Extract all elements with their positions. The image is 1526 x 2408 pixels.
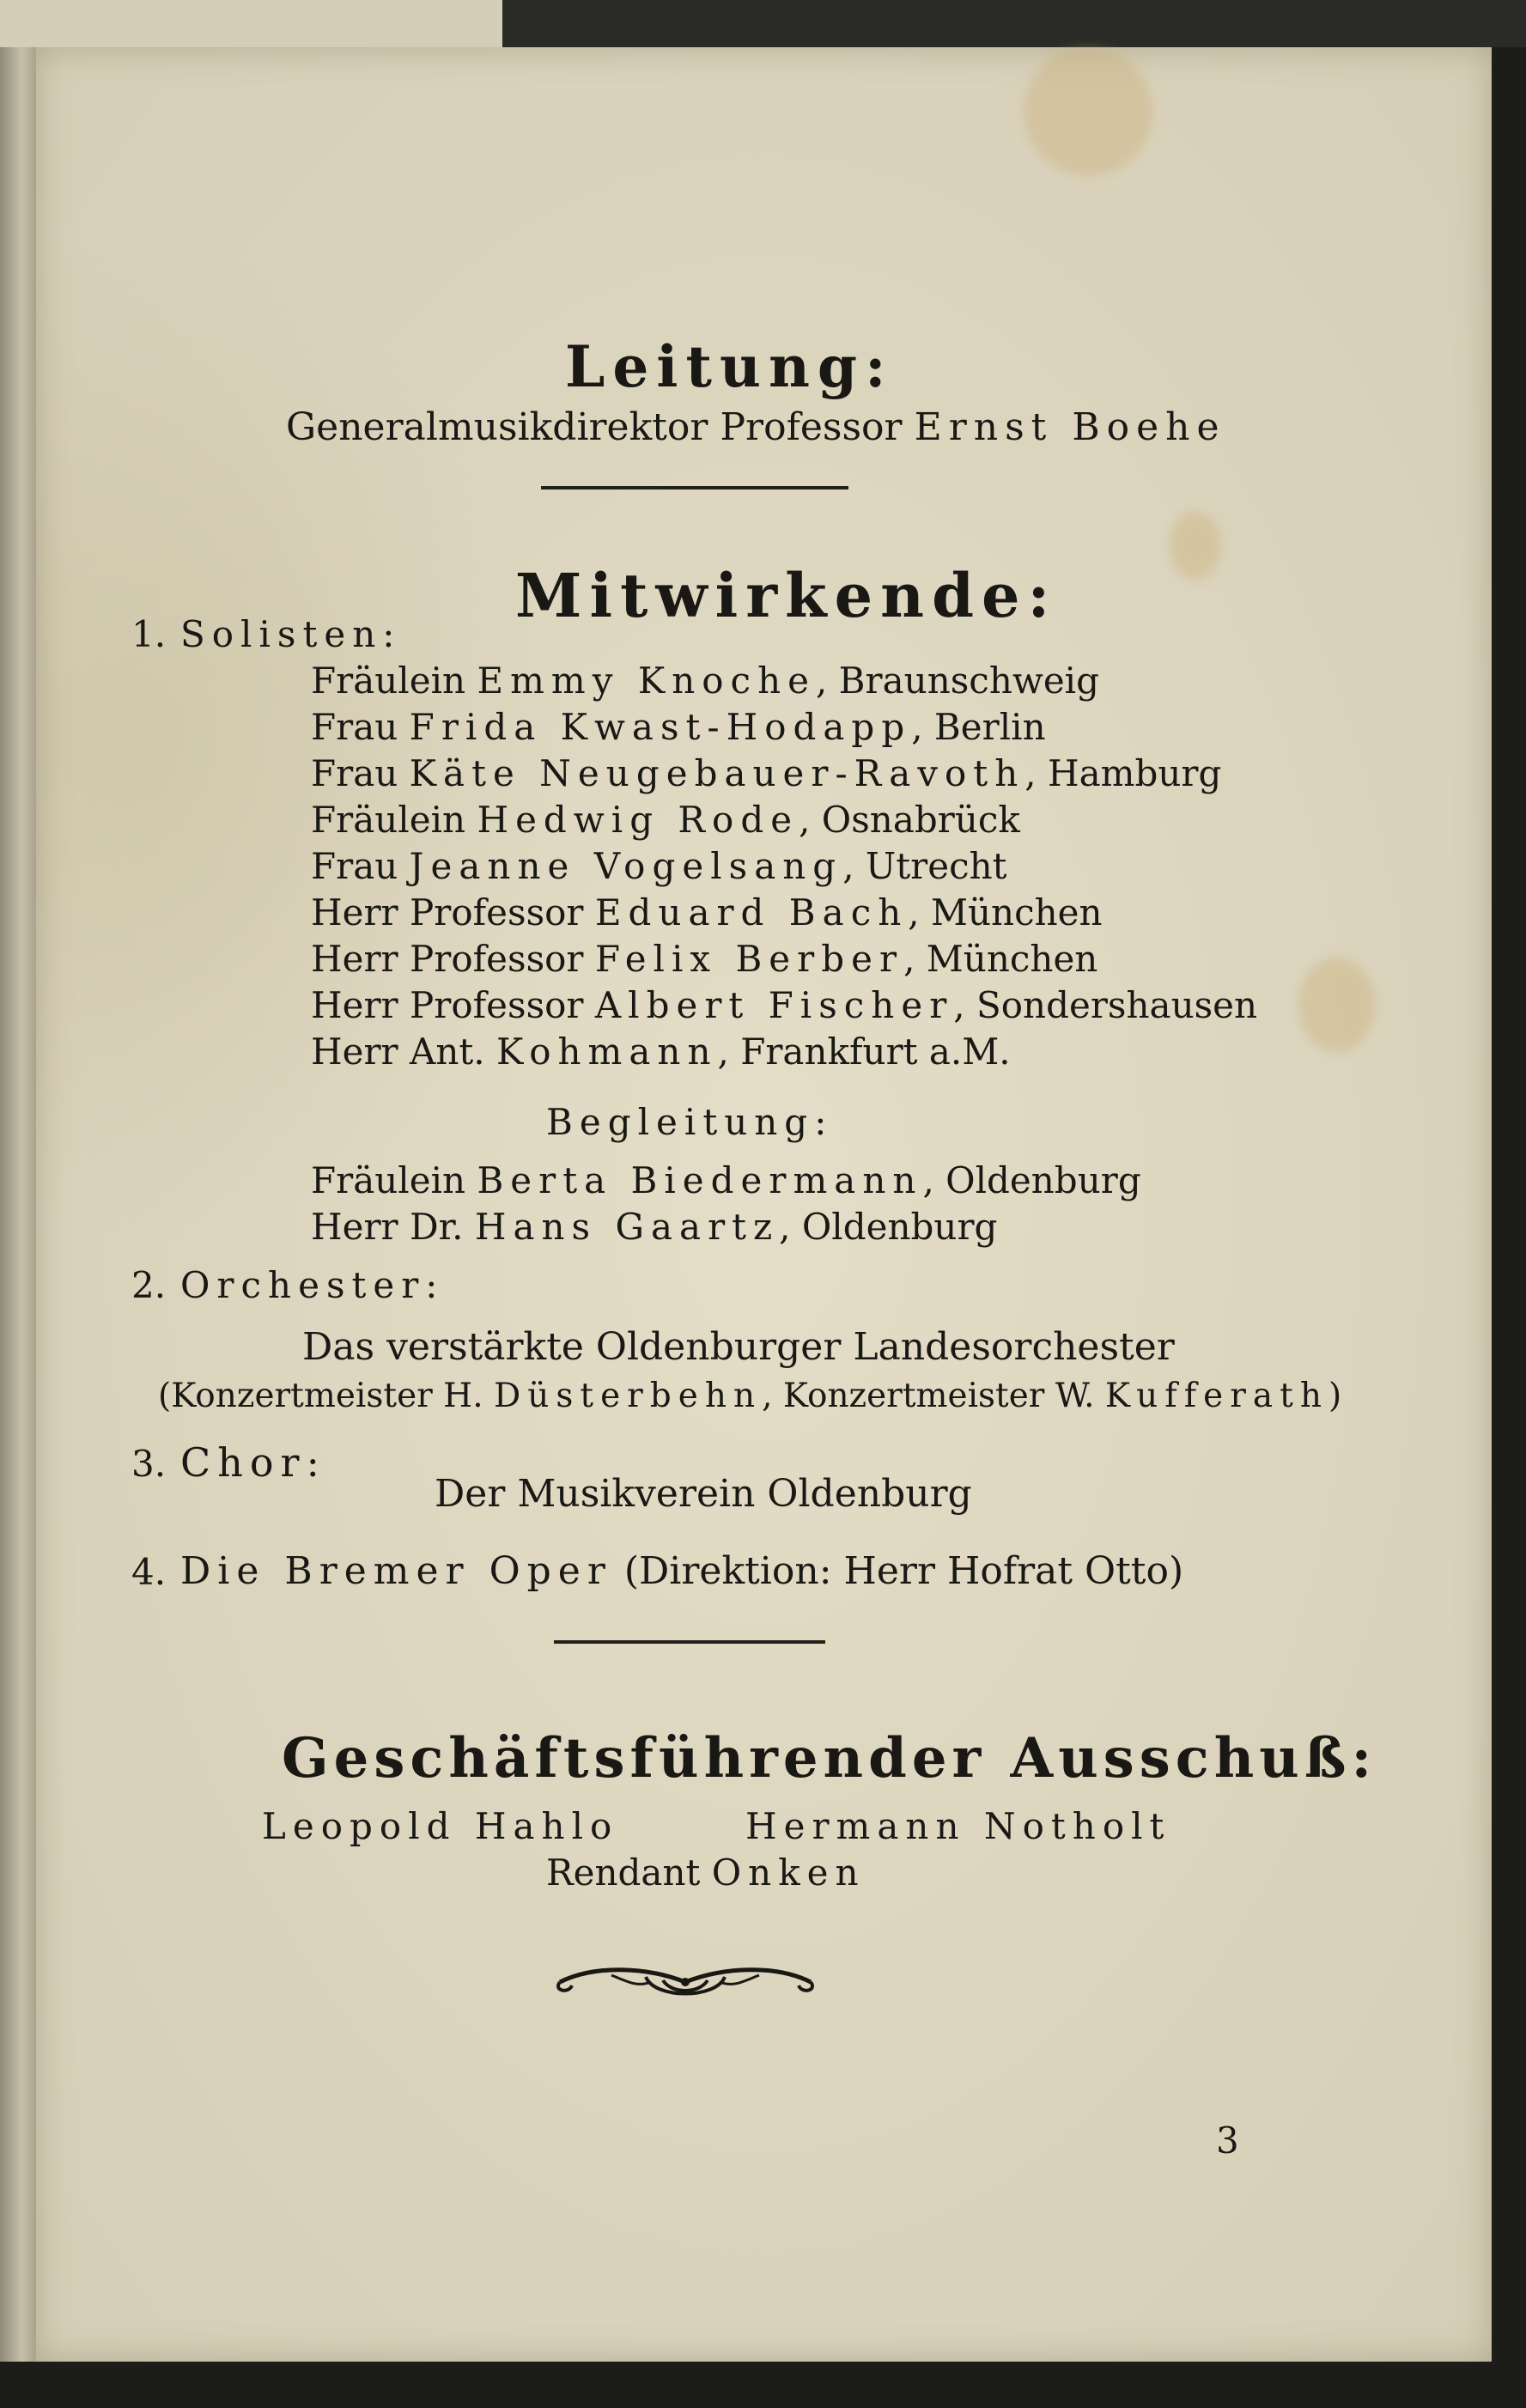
oper-line: Die Bremer Oper (Direktion: Herr Hofrat Otto) bbox=[180, 1549, 1184, 1593]
konzertmeister-line: (Konzertmeister H. Düsterbehn, Konzertmeister W. Kufferath) bbox=[158, 1377, 1342, 1415]
scan-background-top-left bbox=[0, 0, 502, 47]
begleitung-entry: Herr Dr. Hans Gaartz, Oldenburg bbox=[311, 1206, 998, 1248]
chor-number: 3. bbox=[131, 1443, 167, 1485]
leitung-title: Generalmusikdirektor Professor bbox=[286, 405, 915, 449]
orchester-line: Das verstärkte Oldenburger Landesorchester bbox=[302, 1325, 1175, 1369]
leitung-heading: Leitung: bbox=[565, 333, 894, 400]
soloist-entry: Herr Professor Felix Berber, München bbox=[311, 938, 1098, 980]
begleitung-entry: Fräulein Berta Biedermann, Oldenburg bbox=[311, 1159, 1141, 1201]
soloist-entry: Herr Professor Albert Fischer, Sondershausen bbox=[311, 984, 1258, 1026]
divider-rule bbox=[541, 486, 848, 490]
soloist-entry: Fräulein Hedwig Rode, Osnabrück bbox=[311, 799, 1020, 841]
orchester-label: Orchester: bbox=[180, 1264, 445, 1306]
leitung-line bbox=[286, 405, 1226, 449]
chor-line: Der Musikverein Oldenburg bbox=[435, 1472, 972, 1516]
book-spine bbox=[0, 47, 36, 2362]
ausschuss-member: Leopold Hahlo bbox=[262, 1805, 619, 1847]
leitung-conductor: Ernst Boehe bbox=[914, 405, 1226, 449]
page-number: 3 bbox=[1216, 2119, 1239, 2162]
mitwirkende-heading: Mitwirkende: bbox=[515, 560, 1058, 631]
soloist-entry: Fräulein Emmy Knoche, Braunschweig bbox=[311, 660, 1100, 702]
ausschuss-member: Hermann Notholt bbox=[745, 1805, 1171, 1847]
solisten-label: Solisten: bbox=[180, 613, 402, 655]
chor-label: Chor: bbox=[180, 1439, 327, 1486]
divider-rule bbox=[554, 1640, 825, 1644]
paper-stain bbox=[1170, 511, 1221, 580]
soloist-entry: Frau Jeanne Vogelsang, Utrecht bbox=[311, 845, 1007, 887]
solisten-number: 1. bbox=[131, 613, 167, 655]
paper-stain bbox=[1298, 958, 1376, 1052]
begleitung-label: Begleitung: bbox=[546, 1101, 834, 1143]
soloist-entry: Frau Käte Neugebauer-Ravoth, Hamburg bbox=[311, 752, 1222, 794]
paper-stain bbox=[1024, 47, 1152, 176]
soloist-entry: Herr Ant. Kohmann, Frankfurt a.M. bbox=[311, 1031, 1011, 1073]
soloist-entry: Herr Professor Eduard Bach, München bbox=[311, 891, 1103, 933]
oper-number: 4. bbox=[131, 1551, 167, 1593]
orchester-number: 2. bbox=[131, 1264, 167, 1306]
ornament-flourish bbox=[543, 1956, 828, 2006]
scan-background-top-right bbox=[502, 0, 1526, 47]
ausschuss-member: Rendant Onken bbox=[546, 1852, 866, 1894]
ausschuss-heading: Geschäftsführender Ausschuß: bbox=[282, 1726, 1377, 1791]
soloist-entry: Frau Frida Kwast-Hodapp, Berlin bbox=[311, 706, 1046, 748]
